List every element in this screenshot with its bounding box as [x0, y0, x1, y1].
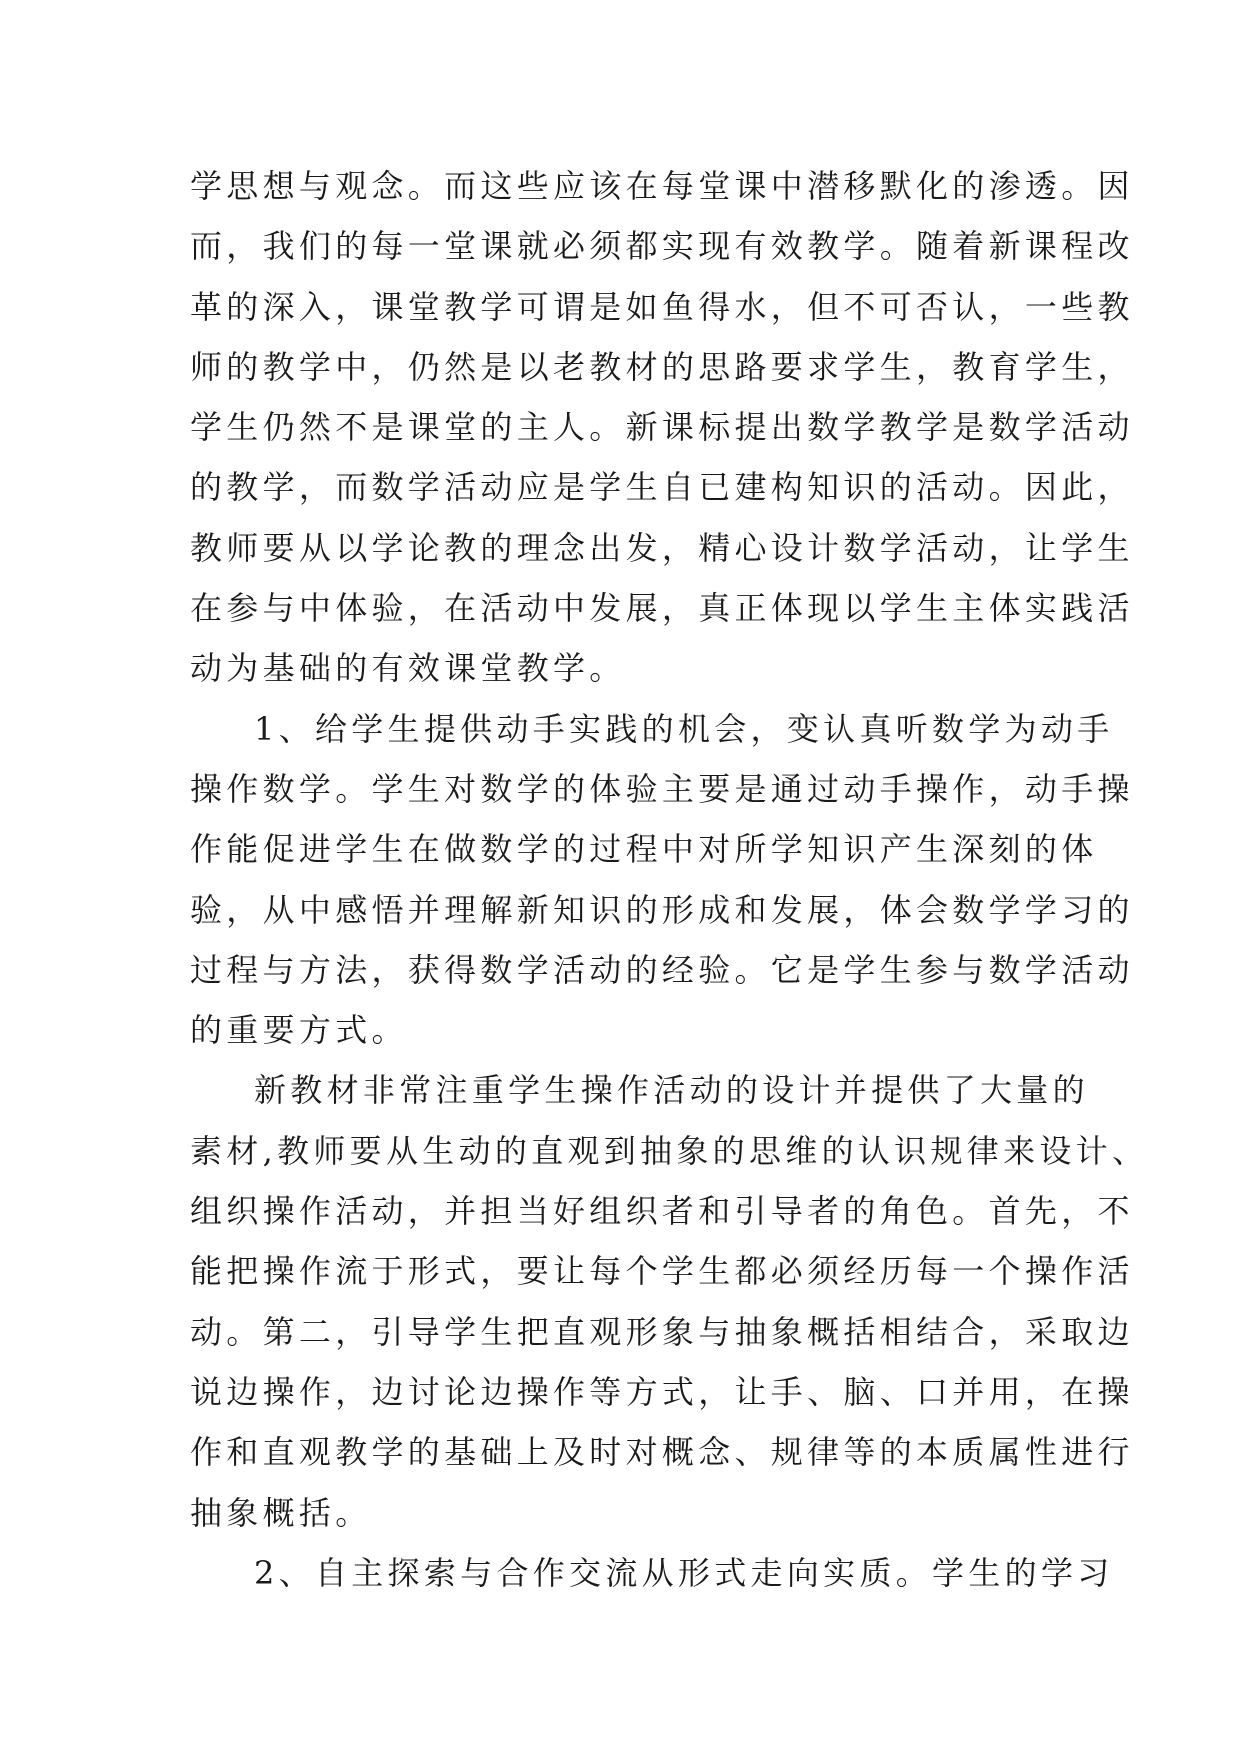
paragraph-first-line: 新教材非常注重学生操作活动的设计并提供了大量的: [254, 1071, 1089, 1110]
text-line: 革的深入，课堂教学可谓是如鱼得水，但不可否认，一些教: [190, 287, 1134, 326]
text-line: 组织操作活动，并担当好组织者和引导者的角色。首先，不: [190, 1192, 1134, 1231]
text-line: 作能促进学生在做数学的过程中对所学知识产生深刻的体: [190, 830, 1098, 869]
text-line: 的重要方式。: [190, 1011, 408, 1050]
text-line: 能把操作流于形式，要让每个学生都必须经历每一个操作活: [190, 1252, 1134, 1291]
text-line: 师的教学中，仍然是以老教材的思路要求学生，教育学生，: [190, 347, 1134, 386]
paragraph-first-line: 1、给学生提供动手实践的机会，变认真听数学为动手: [254, 709, 1114, 748]
text-line: 说边操作，边讨论边操作等方式，让手、脑、口并用，在操: [190, 1372, 1134, 1411]
text-line: 学生仍然不是课堂的主人。新课标提出数学教学是数学活动: [190, 408, 1134, 447]
text-line: 抽象概括。: [190, 1493, 372, 1532]
text-line: 而，我们的每一堂课就必须都实现有效教学。随着新课程改: [190, 227, 1134, 266]
text-line: 素材,教师要从生动的直观到抽象的思维的认识规律来设计、: [190, 1131, 1149, 1170]
text-line: 动为基础的有效课堂教学。: [190, 649, 626, 688]
paragraph-first-line: 2、自主探索与合作交流从形式走向实质。学生的学习: [254, 1553, 1114, 1592]
text-line: 验，从中感悟并理解新知识的形成和发展，体会数学学习的: [190, 890, 1134, 929]
text-line: 学思想与观念。而这些应该在每堂课中潜移默化的渗透。因: [190, 167, 1134, 205]
text-line: 作和直观教学的基础上及时对概念、规律等的本质属性进行: [190, 1433, 1134, 1472]
body-text: [190, 156, 1149, 1603]
text-line: 在参与中体验，在活动中发展，真正体现以学生主体实践活: [190, 589, 1134, 628]
text-line: 教师要从以学论教的理念出发，精心设计数学活动，让学生: [190, 528, 1134, 567]
text-line: 动。第二，引导学生把直观形象与抽象概括相结合，采取边: [190, 1312, 1134, 1351]
text-line: 过程与方法，获得数学活动的经验。它是学生参与数学活动: [190, 950, 1134, 989]
text-line: 操作数学。学生对数学的体验主要是通过动手操作，动手操: [190, 769, 1134, 808]
text-line: 的教学，而数学活动应是学生自已建构知识的活动。因此，: [190, 468, 1134, 507]
